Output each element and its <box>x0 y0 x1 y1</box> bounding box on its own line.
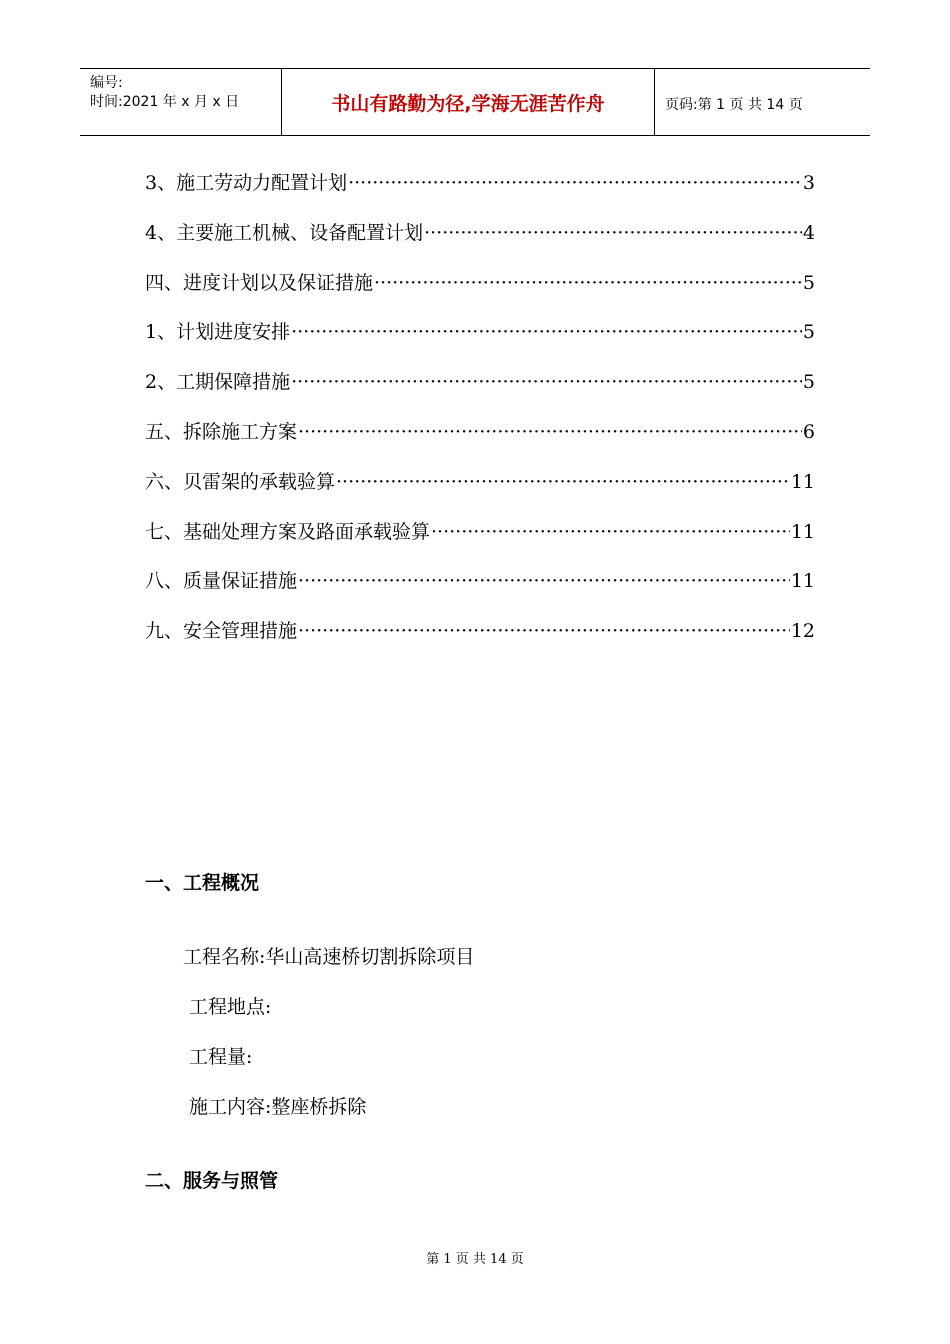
table-of-contents <box>145 168 815 666</box>
page-footer: 第 1 页 共 14 页 <box>426 1252 524 1267</box>
project-location-line: 工程地点: <box>189 996 272 1018</box>
toc-entry[interactable] <box>145 317 815 367</box>
toc-entry[interactable] <box>145 218 815 268</box>
toc-leader-dots <box>291 321 802 343</box>
page-header <box>80 68 870 136</box>
toc-entry[interactable] <box>145 268 815 318</box>
toc-leader-dots <box>348 172 802 194</box>
toc-entry-page: 11 <box>790 520 815 543</box>
project-name-line: 工程名称:华山高速桥切割拆除项目 <box>183 946 475 968</box>
toc-entry-page: 5 <box>802 271 815 294</box>
toc-entry-page: 5 <box>802 321 815 344</box>
toc-entry[interactable] <box>145 467 815 517</box>
document-date-label: 时间:2021 年 x 月 x 日 <box>90 94 240 110</box>
toc-entry[interactable] <box>145 566 815 616</box>
toc-entry[interactable] <box>145 616 815 666</box>
toc-leader-dots <box>298 620 790 642</box>
toc-entry-title: 八、质量保证措施 <box>145 570 298 593</box>
toc-entry-page: 12 <box>790 620 815 643</box>
toc-leader-dots <box>424 222 802 244</box>
toc-leader-dots <box>374 272 802 294</box>
toc-entry-title: 四、进度计划以及保证措施 <box>145 271 374 294</box>
toc-entry-page: 5 <box>802 371 815 394</box>
header-page-info: 页码:第 1 页 共 14 页 <box>665 97 803 113</box>
toc-entry[interactable] <box>145 517 815 567</box>
toc-entry-title: 4、主要施工机械、设备配置计划 <box>145 221 424 244</box>
section-heading-service: 二、服务与照管 <box>145 1170 279 1192</box>
toc-leader-dots <box>298 421 802 443</box>
toc-entry-title: 1、计划进度安排 <box>145 321 291 344</box>
toc-leader-dots <box>336 471 790 493</box>
toc-entry[interactable] <box>145 367 815 417</box>
project-quantity-line: 工程量: <box>189 1046 253 1068</box>
header-right-cell <box>655 69 870 135</box>
toc-entry-page: 3 <box>802 172 815 194</box>
toc-entry-page: 11 <box>790 470 815 493</box>
toc-leader-dots <box>298 570 790 592</box>
toc-entry[interactable] <box>145 417 815 467</box>
toc-entry[interactable] <box>145 168 815 218</box>
section-heading-overview: 一、工程概况 <box>145 872 260 894</box>
toc-entry-page: 6 <box>802 420 815 443</box>
toc-leader-dots <box>291 371 802 393</box>
toc-entry-title: 3、施工劳动力配置计划 <box>145 172 348 194</box>
construction-content-line: 施工内容:整座桥拆除 <box>189 1096 367 1118</box>
toc-entry-page: 11 <box>790 570 815 593</box>
toc-entry-title: 七、基础处理方案及路面承载验算 <box>145 520 431 543</box>
toc-entry-title: 六、贝雷架的承载验算 <box>145 470 336 493</box>
header-left-cell <box>80 69 282 135</box>
toc-entry-title: 五、拆除施工方案 <box>145 420 298 443</box>
toc-leader-dots <box>431 521 790 543</box>
document-number-label: 编号: <box>90 75 123 91</box>
toc-entry-page: 4 <box>802 221 815 244</box>
toc-entry-title: 九、安全管理措施 <box>145 620 298 643</box>
header-middle-cell <box>282 69 655 135</box>
toc-entry-title: 2、工期保障措施 <box>145 371 291 394</box>
header-motto: 书山有路勤为径,学海无涯苦作舟 <box>331 93 605 115</box>
